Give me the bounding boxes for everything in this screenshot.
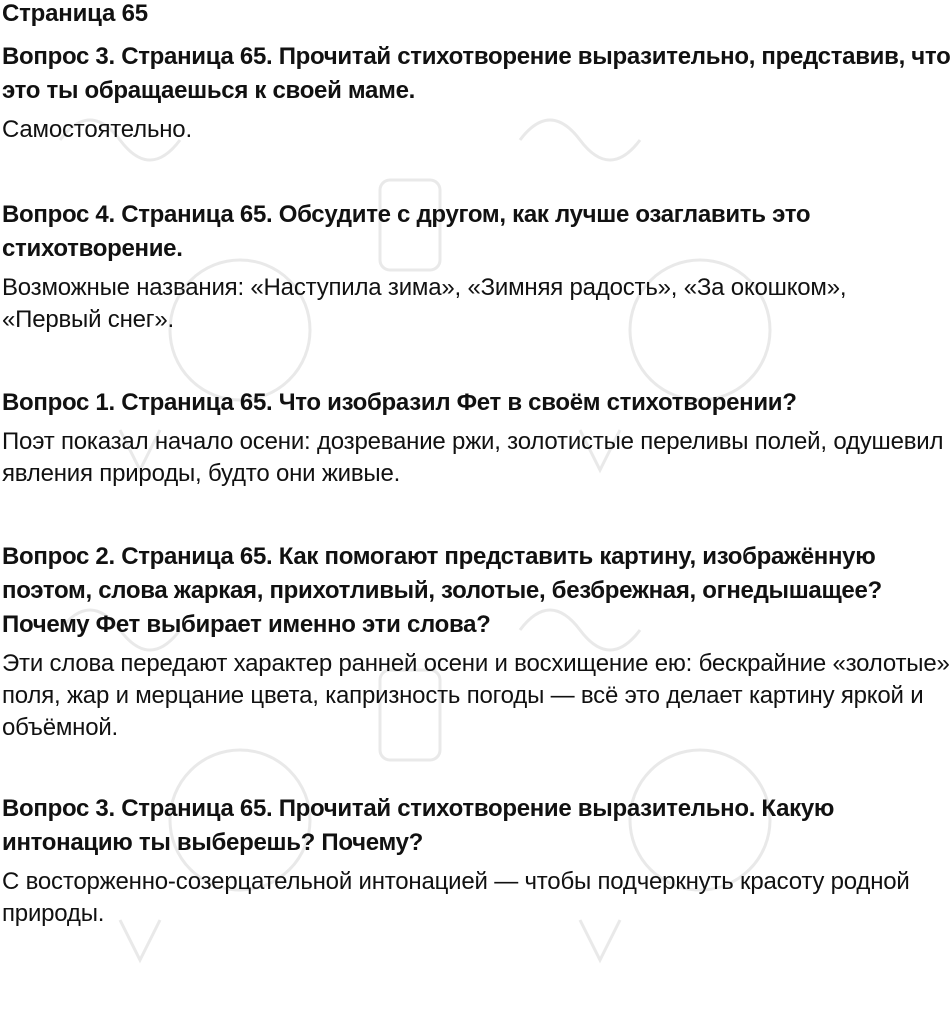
qa-block [2, 540, 952, 744]
question-text: Вопрос 2. Страница 65. Как помогают представить картину, изображённую поэтом, слова жаркая, прихотливый, золотые, безбрежная, огнедышащее? Почему Фет выбирает именно эти слова? [2, 543, 882, 638]
question-text: Вопрос 4. Страница 65. Обсудите с другом, как лучше озаглавить это стихотворение. [2, 201, 811, 262]
answer-text: Эти слова передают характер ранней осени и восхищение ею: бескрайние «золотые» поля, жар и мерцание цвета, капризность погоды — всё это делает картину яркой и объёмной. [2, 650, 950, 741]
answer-text: С восторженно-созерцательной интонацией — чтобы подчеркнуть красоту родной природы. [2, 868, 910, 927]
page-heading: Страница 65 [2, 0, 148, 27]
answer-text: Возможные названия: «Наступила зима», «Зимняя радость», «За окошком», «Первый снег». [2, 274, 847, 333]
qa-block [2, 40, 952, 146]
qa-block [2, 198, 952, 336]
question-text: Вопрос 3. Страница 65. Прочитай стихотворение выразительно, представив, что это ты обращаешься к своей маме. [2, 43, 951, 104]
qa-block [2, 386, 952, 490]
answer-text: Поэт показал начало осени: дозревание ржи, золотистые переливы полей, одушевил явления природы, будто они живые. [2, 428, 944, 487]
answer-text: Самостоятельно. [2, 116, 192, 143]
question-text: Вопрос 3. Страница 65. Прочитай стихотворение выразительно. Какую интонацию ты выберешь? Почему? [2, 795, 835, 856]
qa-block [2, 792, 952, 930]
question-text: Вопрос 1. Страница 65. Что изобразил Фет в своём стихотворении? [2, 389, 797, 416]
